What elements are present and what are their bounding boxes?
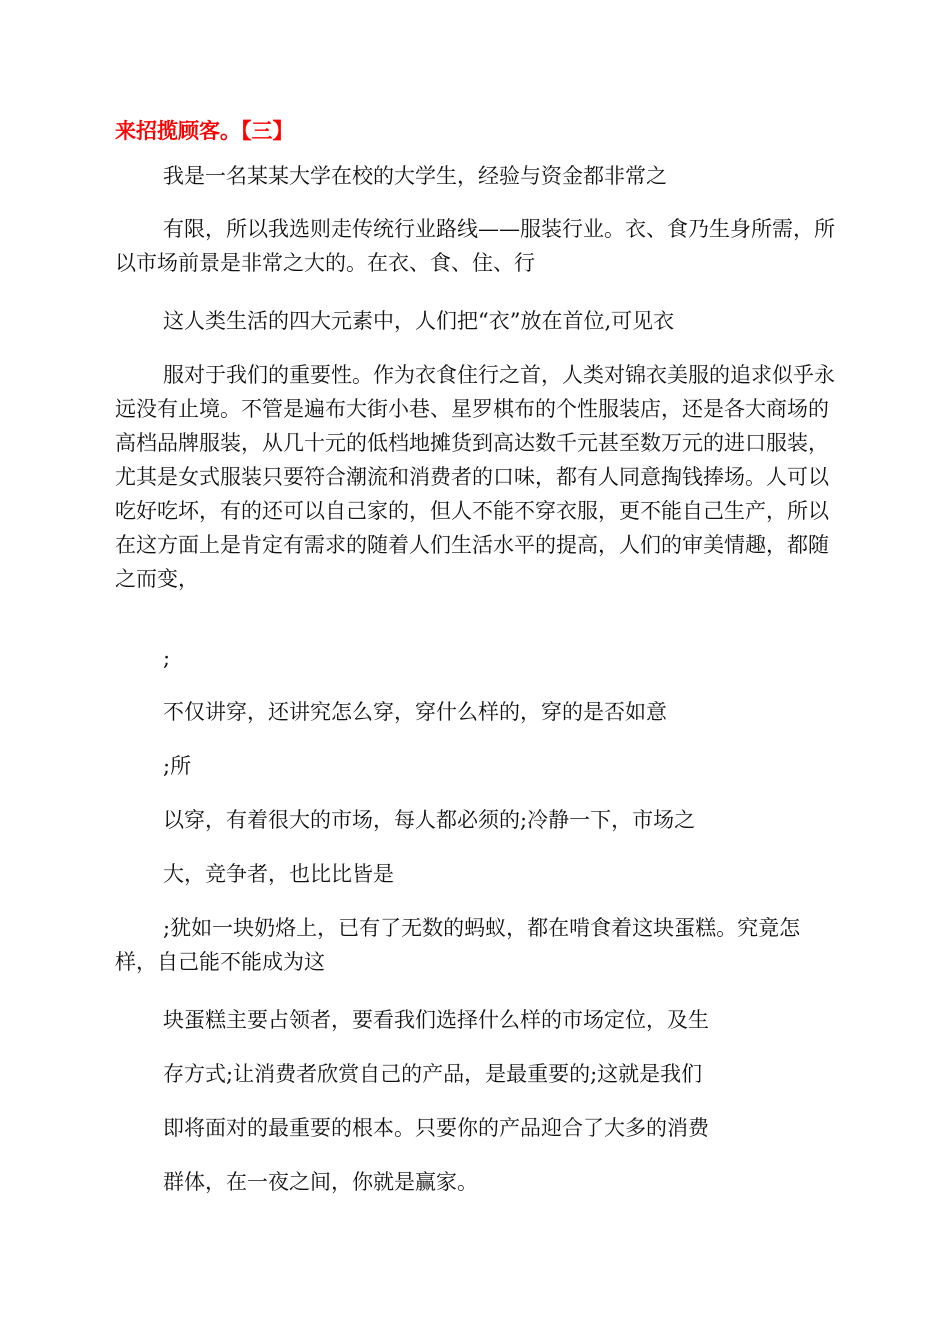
paragraph-1: 我是一名某某大学在校的大学生，经验与资金都非常之 xyxy=(163,164,667,188)
paragraph-12: 存方式;让消费者欣赏自己的产品，是最重要的;这就是我们 xyxy=(163,1062,703,1086)
paragraph-10: ;犹如一块奶烙上，已有了无数的蚂蚁，都在啃食着这块蛋糕。究竟怎样，自己能不能成为这 xyxy=(115,916,801,974)
paragraph-5: ; xyxy=(163,646,171,670)
paragraph-9: 大，竞争者，也比比皆是 xyxy=(163,862,394,886)
paragraph-3: 这人类生活的四大元素中，人们把“衣”放在首位,可见衣 xyxy=(163,309,675,333)
paragraph-2: 有限，所以我选则走传统行业路线——服装行业。衣、食乃生身所需，所以市场前景是非常之大的。在衣、食、住、行 xyxy=(115,217,835,275)
paragraph-7: ;所 xyxy=(163,754,192,778)
paragraph-13: 即将面对的最重要的根本。只要你的产品迎合了大多的消费 xyxy=(163,1116,709,1140)
paragraph-11: 块蛋糕主要占领者，要看我们选择什么样的市场定位，及生 xyxy=(163,1008,709,1032)
paragraph-6: 不仅讲穿，还讲究怎么穿，穿什么样的，穿的是否如意 xyxy=(163,700,667,724)
section-heading: 来招揽顾客。【三】 xyxy=(115,119,294,143)
paragraph-14: 群体，在一夜之间，你就是赢家。 xyxy=(163,1170,478,1194)
paragraph-4: 服对于我们的重要性。作为衣食住行之首，人类对锦衣美服的追求似乎永远没有止境。不管是遍布大街小巷、星罗棋布的个性服装店，还是各大商场的高档品牌服装，从几十元的低档地摊货到高达数千元甚至数万元的进口服装，尤其是女式服装只要符合潮流和消费者的口味，都有人同意掏钱捧场。人可以吃好吃坏，有的还可以自己家的，但人不能不穿衣服，更不能自己生产，所以在这方面上是肯定有需求的随着人们生活水平的提高，人们的审美情趣，都随之而变， xyxy=(115,363,835,591)
paragraph-8: 以穿，有着很大的市场，每人都必须的;冷静一下，市场之 xyxy=(163,808,696,832)
